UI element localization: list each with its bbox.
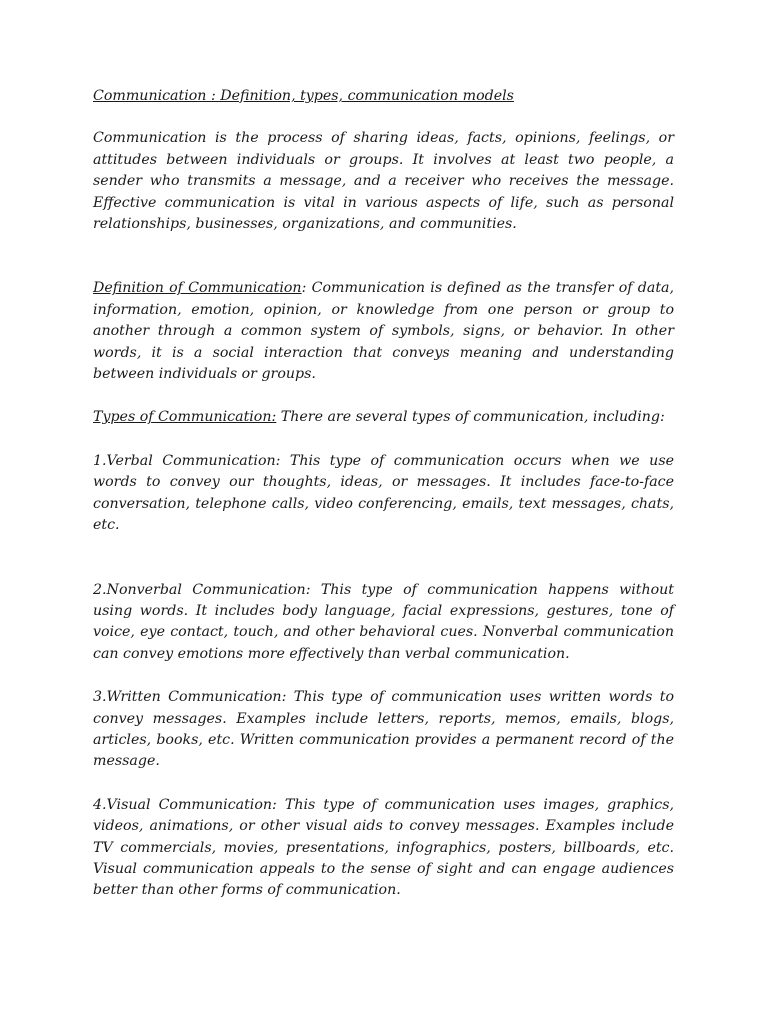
types-heading: Types of Communication: [93, 409, 277, 426]
intro-paragraph: Communication is the process of sharing ideas, facts, opinions, feelings, or attitudes between individuals or groups. It involves at least two people, a sender who transmits a message, and a receiver who receives the message. Effective communication is vital in various aspects of life, such as personal relationships, businesses, organizations, and communities. [93, 130, 674, 233]
type-item-verbal: 1.Verbal Communication: This type of communication occurs when we use words to convey our thoughts, ideas, or messages. It includes face-to-face conversation, telephone calls, video conferencing, emails, text messages, chats, etc. [93, 452, 674, 534]
definition-paragraph [93, 278, 674, 385]
definition-body: : Communication is defined as the transfer of data, information, emotion, opinion, or knowledge from one person or group to another through a common system of symbols, signs, or behavior. In other words, it is a social interaction that conveys meaning and understanding between individuals or groups. [93, 280, 675, 383]
document-title: Communication : Definition, types, communication models [93, 88, 514, 104]
type-item-nonverbal: 2.Nonverbal Communication: This type of communication happens without using words. It includes body language, facial expressions, gestures, tone of voice, eye contact, touch, and other behavioral cues. Nonverbal communication can convey emotions more effectively than verbal communication. [93, 581, 674, 662]
types-body: There are several types of communication, including: [276, 409, 665, 426]
definition-heading: Definition of Communication [93, 280, 302, 297]
type-item-written: 3.Written Communication: This type of communication uses written words to convey messages. Examples include letters, reports, memos, emails, blogs, articles, books, etc. Written communication provides a permanent record of the message. [93, 689, 674, 770]
types-paragraph [93, 407, 674, 428]
type-item-visual: 4.Visual Communication: This type of communication uses images, graphics, videos, animations, or other visual aids to convey messages. Examples include TV commercials, movies, presentations, infographics, posters, billboards, etc. Visual communication appeals to the sense of sight and can engage audiences better than other forms of communication. [93, 796, 674, 899]
document-page [93, 86, 674, 902]
